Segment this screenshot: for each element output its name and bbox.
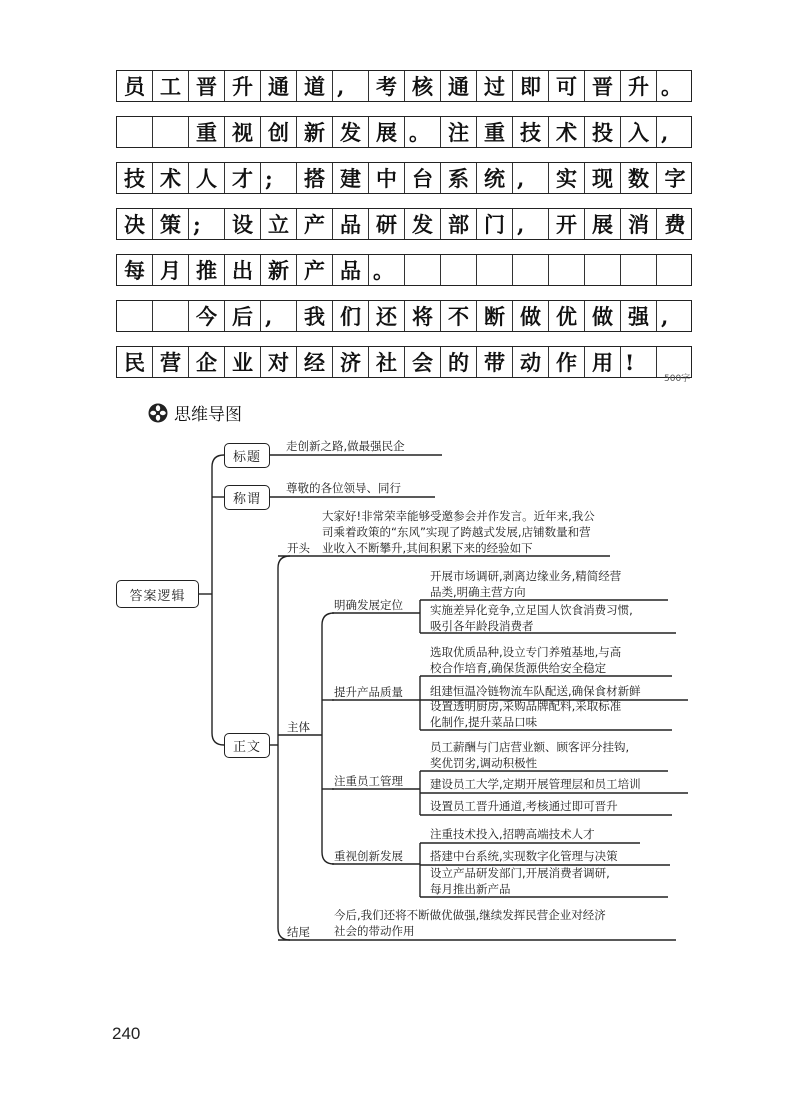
leaf-text bbox=[430, 602, 633, 634]
essay-cell: 部 bbox=[441, 209, 477, 239]
essay-cell: 视 bbox=[225, 117, 261, 147]
essay-cell: 研 bbox=[369, 209, 405, 239]
essay-cell: 晋 bbox=[585, 71, 621, 101]
leaf-line: 设置员工晋升通道,考核通过即可晋升 bbox=[430, 799, 618, 813]
essay-cell: 对 bbox=[261, 347, 297, 377]
essay-cell: 技 bbox=[117, 163, 153, 193]
essay-cell: 月 bbox=[153, 255, 189, 285]
essay-cell: 策 bbox=[153, 209, 189, 239]
leaf-line: 建设员工大学,定期开展管理层和员工培训 bbox=[430, 777, 641, 791]
essay-cell: 断 bbox=[477, 301, 513, 331]
essay-cell: 做 bbox=[513, 301, 549, 331]
essay-cell: 发 bbox=[405, 209, 441, 239]
opening-line: 大家好!非常荣幸能够受邀参会并作发言。近年来,我公 bbox=[322, 509, 595, 523]
essay-cell: 优 bbox=[549, 301, 585, 331]
essay-cell: 建 bbox=[333, 163, 369, 193]
essay-cell: 升 bbox=[621, 71, 657, 101]
ending-label: 结尾 bbox=[287, 925, 310, 939]
essay-cell: 考 bbox=[369, 71, 405, 101]
leaf-line: 每月推出新产品 bbox=[430, 882, 511, 896]
essay-cell: , bbox=[661, 119, 669, 145]
essay-cell: 才 bbox=[225, 163, 261, 193]
essay-cell: 用 bbox=[585, 347, 621, 377]
essay-cell: 系 bbox=[441, 163, 477, 193]
leaf-line: 组建恒温冷链物流车队配送,确保食材新鲜 bbox=[430, 684, 641, 698]
essay-cell: 发 bbox=[333, 117, 369, 147]
leaf-text bbox=[430, 798, 618, 814]
leaf-line: 设置透明厨房,采购品牌配料,采取标准 bbox=[430, 699, 622, 713]
leaf-line: 品类,明确主营方向 bbox=[430, 585, 526, 599]
opening-line: 业收入不断攀升,其间积累下来的经验如下 bbox=[322, 541, 533, 555]
essay-cell: , bbox=[333, 71, 369, 101]
essay-cell: 人 bbox=[189, 163, 225, 193]
essay-cell: 晋 bbox=[189, 71, 225, 101]
essay-cell: 中 bbox=[369, 163, 405, 193]
leaf-line: 搭建中台系统,实现数字化管理与决策 bbox=[430, 849, 618, 863]
essay-cell: 核 bbox=[405, 71, 441, 101]
essay-cell: 民 bbox=[117, 347, 153, 377]
leaf-text bbox=[430, 739, 629, 771]
essay-cell: 还 bbox=[369, 301, 405, 331]
essay-cell: 将 bbox=[405, 301, 441, 331]
essay-cell: 字 bbox=[664, 166, 686, 191]
essay-cell: 们 bbox=[333, 301, 369, 331]
branch-name: 提升产品质量 bbox=[334, 685, 403, 699]
essay-cell: , bbox=[661, 303, 669, 329]
essay-cell: 设 bbox=[225, 209, 261, 239]
essay-cell: 投 bbox=[585, 117, 621, 147]
essay-cell: 数 bbox=[621, 163, 657, 193]
essay-cell: 不 bbox=[441, 301, 477, 331]
essay-cell: 济 bbox=[333, 347, 369, 377]
essay-cell: 可 bbox=[549, 71, 585, 101]
essay-cell: ; bbox=[189, 209, 225, 239]
root-box: 答案逻辑 bbox=[116, 580, 199, 608]
branch-name: 明确发展定位 bbox=[334, 598, 403, 612]
word-count: 500字 bbox=[664, 374, 691, 384]
essay-cell: 今 bbox=[189, 301, 225, 331]
title-box: 标题 bbox=[224, 443, 270, 468]
essay-cell: 过 bbox=[477, 71, 513, 101]
essay-cell: 升 bbox=[225, 71, 261, 101]
leaf-text bbox=[430, 568, 621, 600]
title-text: 走创新之路,做最强民企 bbox=[286, 439, 405, 453]
leaf-line: 设立产品研发部门,开展消费者调研, bbox=[430, 866, 610, 880]
essay-cell: 后 bbox=[225, 301, 261, 331]
leaf-line: 奖优罚劣,调动积极性 bbox=[430, 756, 538, 770]
essay-cell: 。 bbox=[661, 74, 682, 99]
leaf-line: 校合作培育,确保货源供给安全稳定 bbox=[430, 661, 607, 675]
essay-cell: 开 bbox=[549, 209, 585, 239]
ending-line: 今后,我们还将不断做优做强,继续发挥民营企业对经济 bbox=[334, 908, 606, 922]
leaf-text bbox=[430, 848, 618, 864]
essay-cell: 现 bbox=[585, 163, 621, 193]
essay-cell: 创 bbox=[261, 117, 297, 147]
essay-cell: , bbox=[513, 209, 549, 239]
leaf-line: 开展市场调研,剥离边缘业务,精简经营 bbox=[430, 569, 622, 583]
essay-cell: 即 bbox=[513, 71, 549, 101]
leaf-text bbox=[430, 776, 641, 792]
essay-cell: 展 bbox=[585, 209, 621, 239]
page-number: 240 bbox=[112, 1024, 141, 1043]
greeting-text: 尊敬的各位领导、同行 bbox=[286, 481, 401, 495]
essay-cell: 展 bbox=[369, 117, 405, 147]
leaf-text bbox=[430, 865, 610, 897]
opening-label: 开头 bbox=[287, 541, 310, 555]
essay-cell: ! bbox=[621, 347, 657, 377]
essay-cell: 术 bbox=[153, 163, 189, 193]
essay-cell: 实 bbox=[549, 163, 585, 193]
leaf-line: 注重技术投入,招聘高端技术人才 bbox=[430, 827, 595, 841]
essay-cell: 营 bbox=[153, 347, 189, 377]
opening-text bbox=[322, 508, 595, 556]
essay-cell: 推 bbox=[189, 255, 225, 285]
leaf-line: 选取优质品种,设立专门养殖基地,与高 bbox=[430, 645, 622, 659]
leaf-text bbox=[430, 683, 641, 699]
essay-cell: , bbox=[513, 163, 549, 193]
essay-cell: 社 bbox=[369, 347, 405, 377]
essay-cell: 消 bbox=[621, 209, 657, 239]
essay-cell: 产 bbox=[297, 255, 333, 285]
branch-name: 注重员工管理 bbox=[334, 774, 403, 788]
essay-cell: ; bbox=[261, 163, 297, 193]
essay-cell: 技 bbox=[513, 117, 549, 147]
essay-cell: 立 bbox=[261, 209, 297, 239]
greeting-box: 称谓 bbox=[224, 485, 270, 510]
essay-cell: 搭 bbox=[297, 163, 333, 193]
essay-cell: 做 bbox=[585, 301, 621, 331]
essay-cell: 员 bbox=[117, 71, 153, 101]
essay-cell: 新 bbox=[297, 117, 333, 147]
essay-cell: , bbox=[261, 301, 297, 331]
leaf-line: 吸引各年龄段消费者 bbox=[430, 619, 534, 633]
essay-cell: 品 bbox=[333, 255, 369, 285]
essay-cell: 。 bbox=[369, 255, 405, 285]
body-box: 正文 bbox=[224, 733, 270, 758]
opening-line: 司乘着政策的“东风”实现了跨越式发展,店铺数量和营 bbox=[322, 525, 591, 539]
essay-cell: 重 bbox=[477, 117, 513, 147]
ending-text bbox=[334, 907, 606, 939]
essay-cell: 入 bbox=[621, 117, 657, 147]
essay-cell: 业 bbox=[225, 347, 261, 377]
essay-cell: 产 bbox=[297, 209, 333, 239]
essay-cell: 带 bbox=[477, 347, 513, 377]
leaf-text bbox=[430, 644, 621, 676]
essay-cell: 的 bbox=[441, 347, 477, 377]
leaf-line: 员工薪酬与门店营业额、顾客评分挂钩, bbox=[430, 740, 630, 754]
essay-cell: 出 bbox=[225, 255, 261, 285]
section-title-text: 思维导图 bbox=[174, 405, 242, 425]
essay-cell: 强 bbox=[621, 301, 657, 331]
essay-cell: 注 bbox=[441, 117, 477, 147]
leaf-line: 化制作,提升菜品口味 bbox=[430, 715, 538, 729]
essay-cell: 门 bbox=[477, 209, 513, 239]
essay-cell: 工 bbox=[153, 71, 189, 101]
essay-cell: 费 bbox=[664, 212, 686, 237]
essay-cell: 新 bbox=[261, 255, 297, 285]
essay-cell: 重 bbox=[189, 117, 225, 147]
essay-cell: 道 bbox=[297, 71, 333, 101]
essay-cell: 通 bbox=[441, 71, 477, 101]
essay-cell: 我 bbox=[297, 301, 333, 331]
essay-cell: 作 bbox=[549, 347, 585, 377]
branch-name: 重视创新发展 bbox=[334, 849, 403, 863]
essay-cell: 动 bbox=[513, 347, 549, 377]
leaf-line: 实施差异化竞争,立足国人饮食消费习惯, bbox=[430, 603, 633, 617]
essay-cell: 台 bbox=[405, 163, 441, 193]
essay-cell: 术 bbox=[549, 117, 585, 147]
essay-cell: 经 bbox=[297, 347, 333, 377]
ending-line: 社会的带动作用 bbox=[334, 924, 415, 938]
essay-cell: 每 bbox=[117, 255, 153, 285]
essay-cell: 企 bbox=[189, 347, 225, 377]
leaf-text bbox=[430, 826, 595, 842]
essay-cell: 决 bbox=[117, 209, 153, 239]
essay-cell: 通 bbox=[261, 71, 297, 101]
essay-cell: 。 bbox=[405, 117, 441, 147]
leaf-text bbox=[430, 698, 621, 730]
essay-cell: 会 bbox=[405, 347, 441, 377]
essay-cell: 品 bbox=[333, 209, 369, 239]
essay-cell: 统 bbox=[477, 163, 513, 193]
main-label: 主体 bbox=[287, 720, 310, 734]
